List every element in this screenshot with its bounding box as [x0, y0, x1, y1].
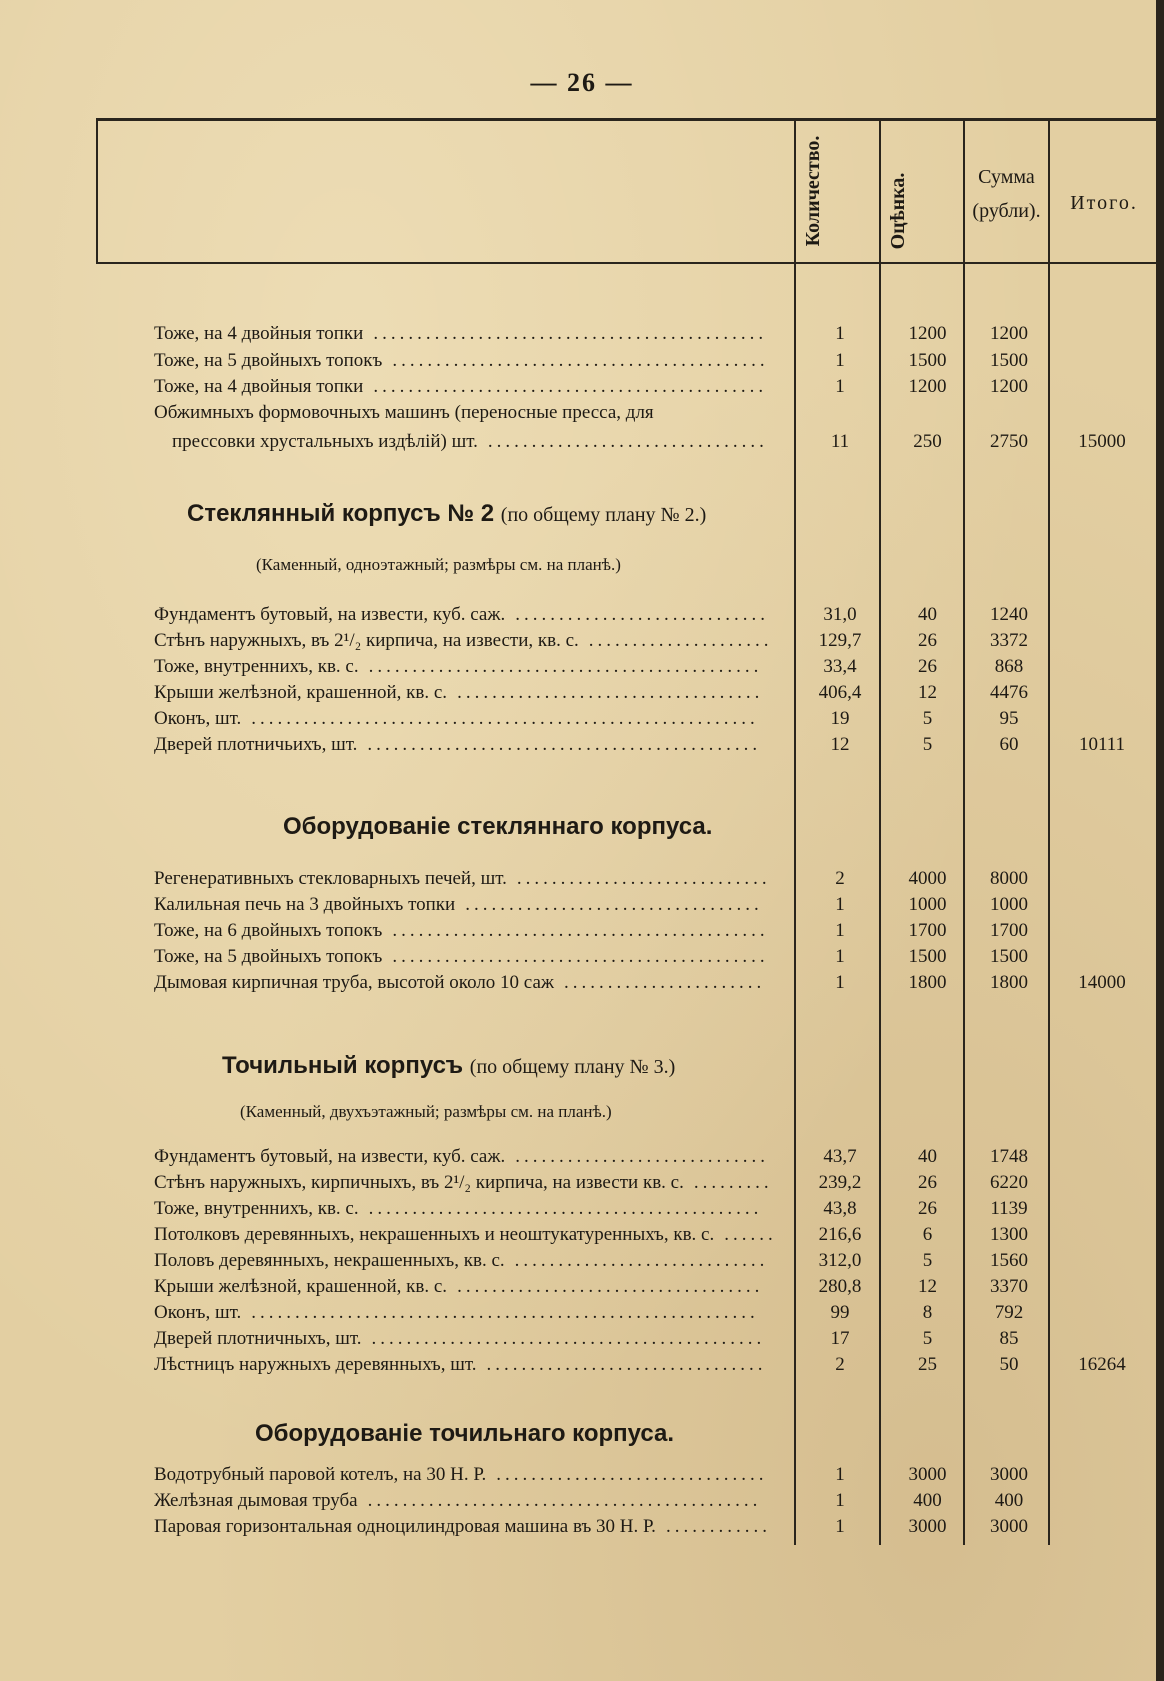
row-description: Тоже, на 5 двойныхъ топокъ [154, 350, 383, 371]
row-total: 10111 [1078, 734, 1126, 755]
row-quantity: 1 [835, 894, 845, 915]
table-row [0, 1464, 1164, 1490]
row-total: 16264 [1078, 1354, 1126, 1375]
row-quantity: 43,7 [823, 1146, 857, 1167]
row-description-line2: прессовки хрустальныхъ издѣлій) шт. [172, 431, 478, 452]
row-rating: 4000 [908, 868, 947, 889]
row-sum: 792 [994, 1302, 1024, 1323]
row-quantity: 17 [830, 1328, 850, 1349]
row-description: Тоже, на 5 двойныхъ топокъ [154, 946, 383, 967]
row-quantity: 1 [835, 323, 845, 344]
row-quantity: 1 [835, 376, 845, 397]
row-description-line1: Обжимныхъ формовочныхъ машинъ (переносные пресса, для [154, 402, 654, 423]
row-sum: 1200 [990, 323, 1028, 344]
row-quantity: 280,8 [818, 1276, 862, 1297]
row-description: Дверей плотничныхъ, шт. [154, 1328, 362, 1349]
table-row [0, 894, 1164, 920]
row-description: Желѣзная дымовая труба [154, 1490, 358, 1511]
table-row [0, 1198, 1164, 1224]
header-rating: Оцѣнка. [887, 172, 909, 250]
header-sum [965, 160, 1048, 228]
row-quantity: 312,0 [818, 1250, 862, 1271]
row-quantity: 239,2 [818, 1172, 862, 1193]
section-title: Оборудованіе точильнаго корпуса. [255, 1420, 675, 1447]
table-row [0, 1354, 1164, 1380]
row-rating: 1500 [908, 946, 947, 967]
row-quantity: 19 [830, 708, 850, 729]
leader-dots: ............................................. [368, 1198, 763, 1219]
row-sum: 95 [999, 708, 1019, 729]
row-description: Тоже, на 4 двойныя топки [154, 376, 364, 397]
table-row [0, 350, 1164, 376]
row-sum: 1300 [990, 1224, 1028, 1245]
row-rating: 3000 [908, 1516, 947, 1537]
row-sum: 1500 [990, 946, 1028, 967]
row-description: Крыши желѣзной, крашенной, кв. с. [154, 1276, 448, 1297]
row-sum: 60 [999, 734, 1019, 755]
row-rating: 6 [922, 1224, 933, 1245]
row-description: Оконъ, шт. [154, 1302, 242, 1323]
table-top-rule [96, 118, 1160, 121]
table-row [0, 1172, 1164, 1198]
leader-dots: ......... [693, 1172, 773, 1193]
row-sum: 868 [994, 656, 1024, 677]
row-description: Калильная печь на 3 двойныхъ топки [154, 894, 456, 915]
row-rating: 1800 [908, 972, 947, 993]
row-quantity: 1 [835, 972, 845, 993]
row-description: Дымовая кирпичная труба, высотой около 10 саж [154, 972, 555, 993]
header-bottom-rule [96, 262, 1160, 264]
row-description: Тоже, внутреннихъ, кв. с. [154, 656, 359, 677]
row-description: Стѣнъ наружныхъ, кирпичныхъ, въ 2¹/₂ кирпича, на извести кв. с. [154, 1172, 684, 1193]
table-row [0, 656, 1164, 682]
row-sum: 1700 [990, 920, 1028, 941]
table-row [0, 734, 1164, 760]
leader-dots: ........................................... [392, 946, 769, 967]
row-quantity: 1 [835, 350, 845, 371]
leader-dots: ............................................. [373, 376, 768, 397]
row-quantity: 2 [835, 868, 845, 889]
table-row [0, 1490, 1164, 1516]
leader-dots: ...... [724, 1224, 777, 1245]
section-title-text: Точильный корпусъ [222, 1052, 464, 1079]
row-quantity: 1 [835, 946, 845, 967]
row-description: Регенеративныхъ стекловарныхъ печей, шт. [154, 868, 507, 889]
row-rating: 1500 [908, 350, 947, 371]
section-title-paren: (по общему плану № 3.) [469, 1056, 676, 1078]
row-sum: 1000 [990, 894, 1028, 915]
leader-dots: ................................... [457, 682, 764, 703]
leader-dots: ........................................... [392, 350, 769, 371]
table-row [0, 1302, 1164, 1328]
row-sum: 3000 [990, 1516, 1028, 1537]
leader-dots: ................................ [487, 431, 768, 452]
row-quantity: 216,6 [818, 1224, 862, 1245]
row-rating: 1000 [908, 894, 947, 915]
table-row [0, 1146, 1164, 1172]
table-row [0, 1276, 1164, 1302]
row-sum: 2750 [990, 431, 1028, 452]
row-rating: 1200 [908, 376, 947, 397]
leader-dots: ............ [665, 1516, 771, 1537]
table-row [0, 402, 1164, 428]
row-quantity: 406,4 [818, 682, 862, 703]
row-rating: 26 [918, 630, 937, 651]
page-edge [1156, 0, 1164, 1681]
table-row [0, 946, 1164, 972]
row-description: Потолковъ деревянныхъ, некрашенныхъ и неоштукатуренныхъ, кв. с. [154, 1224, 715, 1245]
section-title-text: Стеклянный корпусъ № 2 [187, 500, 495, 527]
section-title-paren: (по общему плану № 2.) [500, 504, 707, 526]
row-sum: 3370 [990, 1276, 1028, 1297]
row-rating: 26 [918, 656, 937, 677]
row-rating: 12 [918, 1276, 937, 1297]
table-row [0, 1328, 1164, 1354]
leader-dots: ............................. [514, 1250, 769, 1271]
row-rating: 1200 [908, 323, 947, 344]
row-sum: 400 [994, 1490, 1024, 1511]
row-quantity: 2 [835, 1354, 845, 1375]
row-description: Оконъ, шт. [154, 708, 242, 729]
table-row [0, 1224, 1164, 1250]
page-number: — 26 — [530, 68, 634, 97]
row-sum: 8000 [990, 868, 1028, 889]
row-sum: 1560 [990, 1250, 1028, 1271]
row-quantity: 99 [830, 1302, 850, 1323]
row-quantity: 43,8 [823, 1198, 857, 1219]
row-rating: 5 [922, 1250, 933, 1271]
row-rating: 26 [918, 1172, 937, 1193]
row-sum: 1500 [990, 350, 1028, 371]
row-sum: 1748 [990, 1146, 1028, 1167]
leader-dots: ............................. [515, 604, 769, 625]
row-description: Паровая горизонтальная одноцилиндровая машина въ 30 Н. Р. [154, 1516, 656, 1537]
row-description: Дверей плотничьихъ, шт. [154, 734, 358, 755]
row-rating: 40 [918, 604, 937, 625]
table-row [0, 1516, 1164, 1542]
row-rating: 26 [918, 1198, 937, 1219]
header-total: Итого. [1070, 192, 1138, 214]
table-row [0, 630, 1164, 656]
leader-dots: ............................... [496, 1464, 768, 1485]
row-total: 15000 [1078, 431, 1126, 452]
leader-dots: ....................... [564, 972, 766, 993]
row-rating: 40 [918, 1146, 937, 1167]
table-row [0, 868, 1164, 894]
leader-dots: ............................. [516, 868, 771, 889]
row-rating: 12 [918, 682, 937, 703]
row-description: Тоже, на 4 двойныя топки [154, 323, 364, 344]
row-rating: 5 [922, 734, 933, 755]
section-title: Оборудованіе стекляннаго корпуса. [283, 813, 713, 840]
row-rating: 250 [913, 431, 942, 452]
table-row [0, 920, 1164, 946]
leader-dots: ..................... [588, 630, 773, 651]
table-row [0, 604, 1164, 630]
row-rating: 8 [922, 1302, 933, 1323]
row-sum: 3000 [990, 1464, 1028, 1485]
section-note: (Каменный, двухъэтажный; размѣры см. на планѣ.) [240, 1102, 612, 1121]
leader-dots: ............................................. [368, 656, 763, 677]
row-quantity: 11 [830, 431, 850, 452]
row-sum: 3372 [990, 630, 1028, 651]
leader-dots: ............................................. [371, 1328, 766, 1349]
row-description: Тоже, на 6 двойныхъ топокъ [154, 920, 383, 941]
leader-dots: ............................................. [367, 1490, 762, 1511]
table-row [0, 376, 1164, 402]
section-title [187, 500, 706, 528]
row-sum: 85 [999, 1328, 1019, 1349]
header-sum-line1: Сумма [978, 166, 1035, 188]
leader-dots: .......................................................... [251, 708, 759, 729]
section-note: (Каменный, одноэтажный; размѣры см. на планѣ.) [256, 555, 621, 574]
row-description: Лѣстницъ наружныхъ деревянныхъ, шт. [154, 1354, 477, 1375]
row-quantity: 31,0 [823, 604, 857, 625]
leader-dots: ........................................... [392, 920, 769, 941]
leader-dots: ............................................. [367, 734, 762, 755]
table-row [0, 682, 1164, 708]
header-sum-line2: (рубли). [972, 200, 1041, 222]
row-sum: 50 [999, 1354, 1019, 1375]
leader-dots: ................................ [486, 1354, 767, 1375]
leader-dots: .................................. [465, 894, 763, 915]
row-description: Фундаментъ бутовый, на извести, куб. саж. [154, 604, 506, 625]
row-sum: 1800 [990, 972, 1028, 993]
row-quantity: 129,7 [818, 630, 862, 651]
leader-dots: .......................................................... [251, 1302, 759, 1323]
header-quantity: Количество. [802, 135, 824, 247]
table-row [0, 972, 1164, 998]
leader-dots: ................................... [457, 1276, 764, 1297]
table-left-rule [96, 118, 98, 264]
row-rating: 1700 [908, 920, 947, 941]
row-description: Стѣнъ наружныхъ, въ 2¹/₂ кирпича, на извести, кв. с. [154, 630, 579, 651]
row-sum: 1240 [990, 604, 1028, 625]
row-rating: 5 [922, 1328, 933, 1349]
row-description: Водотрубный паровой котелъ, на 30 Н. Р. [154, 1464, 487, 1485]
row-quantity: 1 [835, 1516, 845, 1537]
row-quantity: 33,4 [823, 656, 857, 677]
row-sum: 1139 [990, 1198, 1028, 1219]
table-row [0, 323, 1164, 349]
row-description: Тоже, внутреннихъ, кв. с. [154, 1198, 359, 1219]
row-quantity: 12 [830, 734, 850, 755]
row-sum: 1200 [990, 376, 1028, 397]
row-sum: 6220 [990, 1172, 1028, 1193]
row-description: Фундаментъ бутовый, на извести, куб. саж. [154, 1146, 506, 1167]
leader-dots: ............................................. [373, 323, 768, 344]
row-quantity: 1 [835, 920, 845, 941]
row-description: Половъ деревянныхъ, некрашенныхъ, кв. с. [154, 1250, 505, 1271]
table-row [0, 708, 1164, 734]
table-row [0, 1250, 1164, 1276]
row-rating: 3000 [908, 1464, 947, 1485]
row-quantity: 1 [835, 1490, 845, 1511]
row-total: 14000 [1078, 972, 1126, 993]
row-description: Крыши желѣзной, крашенной, кв. с. [154, 682, 448, 703]
row-sum: 4476 [990, 682, 1028, 703]
row-quantity: 1 [835, 1464, 845, 1485]
row-rating: 25 [918, 1354, 937, 1375]
table-row [0, 431, 1164, 457]
row-rating: 5 [922, 708, 933, 729]
section-title [222, 1052, 675, 1080]
row-rating: 400 [913, 1490, 942, 1511]
leader-dots: ............................. [515, 1146, 769, 1167]
